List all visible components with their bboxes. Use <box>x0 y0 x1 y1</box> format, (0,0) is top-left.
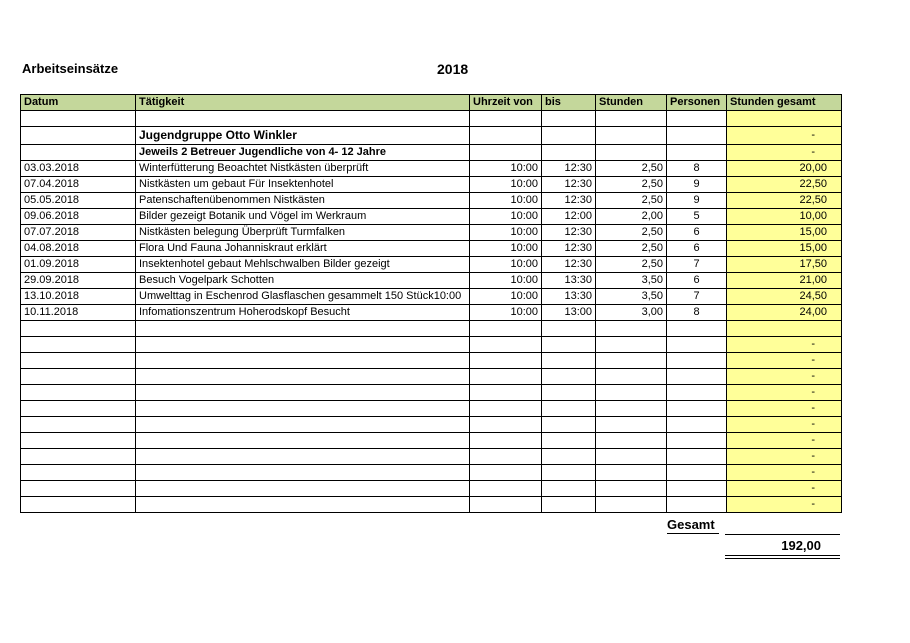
table-cell[interactable] <box>596 321 667 337</box>
cell-bis[interactable]: 12:30 <box>542 193 596 209</box>
cell-stunden-gesamt[interactable]: 24,50 <box>727 289 842 305</box>
cell-stunden-gesamt[interactable]: - <box>727 449 842 465</box>
empty-row <box>21 497 842 513</box>
cell-personen[interactable]: 8 <box>667 305 727 321</box>
table-cell[interactable] <box>136 481 470 497</box>
table-cell[interactable] <box>470 433 542 449</box>
table-cell[interactable] <box>470 369 542 385</box>
cell-stunden-gesamt[interactable]: 20,00 <box>727 161 842 177</box>
cell-taetigkeit[interactable]: Winterfütterung Beoachtet Nistkästen überprüft <box>136 161 470 177</box>
table-row <box>21 193 842 209</box>
table-row <box>21 161 842 177</box>
cell-stunden-gesamt[interactable]: 22,50 <box>727 177 842 193</box>
table-cell[interactable] <box>667 465 727 481</box>
table-cell[interactable] <box>596 449 667 465</box>
table-row <box>21 177 842 193</box>
cell-taetigkeit[interactable]: Patenschaftenübenommen Nistkästen <box>136 193 470 209</box>
cell-stunden-gesamt[interactable]: - <box>727 417 842 433</box>
table-cell[interactable] <box>470 127 542 145</box>
table-cell[interactable] <box>667 385 727 401</box>
summary-divider <box>725 534 840 535</box>
group-row <box>21 127 842 145</box>
cell-taetigkeit[interactable]: Flora Und Fauna Johanniskraut erklärt <box>136 241 470 257</box>
table-cell[interactable] <box>667 481 727 497</box>
cell-uhrzeit-von[interactable]: 10:00 <box>470 193 542 209</box>
table-cell[interactable] <box>596 401 667 417</box>
cell-datum[interactable]: 04.08.2018 <box>21 241 136 257</box>
table-cell[interactable] <box>470 497 542 513</box>
table-row <box>21 305 842 321</box>
cell-bis[interactable]: 13:30 <box>542 273 596 289</box>
table-cell[interactable] <box>136 111 470 127</box>
cell-personen[interactable]: 7 <box>667 289 727 305</box>
table-cell[interactable] <box>136 497 470 513</box>
table-cell[interactable] <box>21 417 136 433</box>
column-header-bis[interactable]: bis <box>542 95 596 111</box>
table-cell[interactable] <box>136 353 470 369</box>
cell-bis[interactable]: 12:30 <box>542 241 596 257</box>
column-header-uhrzeit-von[interactable]: Uhrzeit von <box>470 95 542 111</box>
table-cell[interactable] <box>667 401 727 417</box>
table-cell[interactable] <box>21 145 136 161</box>
table-cell[interactable] <box>21 127 136 145</box>
header-row <box>21 95 842 111</box>
cell-personen[interactable]: 5 <box>667 209 727 225</box>
summary-value: 192,00 <box>781 538 821 553</box>
table-cell[interactable] <box>596 417 667 433</box>
cell-datum[interactable]: 05.05.2018 <box>21 193 136 209</box>
cell-datum[interactable]: 09.06.2018 <box>21 209 136 225</box>
cell-personen[interactable]: 6 <box>667 273 727 289</box>
table-cell[interactable] <box>470 401 542 417</box>
column-header-stunden-gesamt[interactable]: Stunden gesamt <box>727 95 842 111</box>
table-cell[interactable] <box>542 145 596 161</box>
cell-stunden-gesamt[interactable] <box>727 321 842 337</box>
cell-stunden[interactable]: 3,50 <box>596 289 667 305</box>
table-cell[interactable] <box>470 385 542 401</box>
table-cell[interactable] <box>136 321 470 337</box>
subtitle-row <box>21 145 842 161</box>
table-cell[interactable] <box>470 353 542 369</box>
cell-stunden-gesamt[interactable]: 24,00 <box>727 305 842 321</box>
table-cell[interactable] <box>667 417 727 433</box>
table-cell[interactable] <box>542 353 596 369</box>
table-cell[interactable] <box>21 401 136 417</box>
cell-stunden-gesamt[interactable]: 15,00 <box>727 225 842 241</box>
cell-taetigkeit[interactable]: Insektenhotel gebaut Mehlschwalben Bilder gezeigt <box>136 257 470 273</box>
table-cell[interactable] <box>136 449 470 465</box>
document-year: 2018 <box>437 61 469 77</box>
cell-stunden-gesamt[interactable]: - <box>727 433 842 449</box>
empty-row <box>21 417 842 433</box>
table-cell[interactable] <box>21 433 136 449</box>
cell-stunden-gesamt[interactable]: - <box>727 481 842 497</box>
cell-stunden[interactable]: 3,00 <box>596 305 667 321</box>
cell-stunden[interactable]: 2,00 <box>596 209 667 225</box>
cell-personen[interactable]: 9 <box>667 177 727 193</box>
cell-stunden[interactable]: 2,50 <box>596 177 667 193</box>
group-subtitle[interactable]: Jeweils 2 Betreuer Jugendliche von 4- 12 Jahre <box>136 145 470 161</box>
table-cell[interactable] <box>136 417 470 433</box>
table-cell[interactable] <box>667 497 727 513</box>
cell-stunden-gesamt[interactable]: - <box>727 465 842 481</box>
table-cell[interactable] <box>542 465 596 481</box>
table-cell[interactable] <box>596 433 667 449</box>
table-cell[interactable] <box>542 369 596 385</box>
table-cell[interactable] <box>596 127 667 145</box>
cell-stunden-gesamt[interactable]: 17,50 <box>727 257 842 273</box>
cell-uhrzeit-von[interactable]: 10:00 <box>470 161 542 177</box>
cell-datum[interactable]: 07.07.2018 <box>21 225 136 241</box>
cell-uhrzeit-von[interactable]: 10:00 <box>470 241 542 257</box>
table-cell[interactable] <box>596 385 667 401</box>
table-cell[interactable] <box>596 481 667 497</box>
table-cell[interactable] <box>21 337 136 353</box>
cell-stunden[interactable]: 2,50 <box>596 161 667 177</box>
cell-datum[interactable]: 10.11.2018 <box>21 305 136 321</box>
empty-row <box>21 401 842 417</box>
cell-stunden-gesamt[interactable]: - <box>727 337 842 353</box>
table-cell[interactable] <box>667 337 727 353</box>
table-cell[interactable] <box>136 465 470 481</box>
cell-datum[interactable]: 29.09.2018 <box>21 273 136 289</box>
group-total[interactable]: - <box>727 127 842 145</box>
table-cell[interactable] <box>542 385 596 401</box>
empty-row <box>21 433 842 449</box>
table-row <box>21 273 842 289</box>
empty-row <box>21 321 842 337</box>
cell-stunden-gesamt[interactable]: - <box>727 401 842 417</box>
cell-taetigkeit[interactable]: Umwelttag in Eschenrod Glasflaschen gesammelt 150 Stück10:00 <box>136 289 470 305</box>
table-cell[interactable] <box>596 369 667 385</box>
document-title: Arbeitseinsätze <box>22 61 119 76</box>
cell-uhrzeit-von[interactable]: 10:00 <box>470 273 542 289</box>
table-cell[interactable] <box>667 321 727 337</box>
summary-label: Gesamt <box>667 517 719 534</box>
cell-stunden[interactable]: 3,50 <box>596 273 667 289</box>
table-cell[interactable] <box>21 321 136 337</box>
table-cell[interactable] <box>470 337 542 353</box>
empty-row <box>21 337 842 353</box>
table-cell[interactable] <box>596 353 667 369</box>
table-cell[interactable] <box>542 433 596 449</box>
table-cell[interactable] <box>667 353 727 369</box>
cell-stunden-gesamt[interactable]: - <box>727 369 842 385</box>
table-cell[interactable] <box>470 465 542 481</box>
cell-bis[interactable]: 12:00 <box>542 209 596 225</box>
table-cell[interactable] <box>470 111 542 127</box>
cell-taetigkeit[interactable]: Nistkästen belegung Überprüft Turmfalken <box>136 225 470 241</box>
cell-bis[interactable]: 12:30 <box>542 257 596 273</box>
cell-stunden[interactable]: 2,50 <box>596 257 667 273</box>
cell-bis[interactable]: 13:30 <box>542 289 596 305</box>
table-cell[interactable] <box>667 433 727 449</box>
table-cell[interactable] <box>470 449 542 465</box>
empty-row <box>21 353 842 369</box>
table-row <box>21 257 842 273</box>
table-cell[interactable] <box>470 145 542 161</box>
table-cell[interactable] <box>596 145 667 161</box>
table-cell[interactable] <box>21 385 136 401</box>
table-cell[interactable] <box>667 111 727 127</box>
cell-stunden-gesamt[interactable]: - <box>727 353 842 369</box>
table-cell[interactable] <box>21 497 136 513</box>
cell-stunden-gesamt[interactable]: 15,00 <box>727 241 842 257</box>
cell-uhrzeit-von[interactable]: 10:00 <box>470 209 542 225</box>
table-cell[interactable] <box>596 337 667 353</box>
subtitle-total[interactable]: - <box>727 145 842 161</box>
table-cell[interactable] <box>542 111 596 127</box>
empty-row <box>21 481 842 497</box>
column-header-taetigkeit[interactable]: Tätigkeit <box>136 95 470 111</box>
column-header-stunden[interactable]: Stunden <box>596 95 667 111</box>
table-cell[interactable] <box>21 481 136 497</box>
cell-bis[interactable]: 12:30 <box>542 161 596 177</box>
group-name[interactable]: Jugendgruppe Otto Winkler <box>136 127 470 145</box>
cell-stunden[interactable]: 2,50 <box>596 225 667 241</box>
cell-stunden-gesamt[interactable]: 22,50 <box>727 193 842 209</box>
cell-uhrzeit-von[interactable]: 10:00 <box>470 289 542 305</box>
table-cell[interactable] <box>136 433 470 449</box>
empty-row <box>21 385 842 401</box>
column-header-personen[interactable]: Personen <box>667 95 727 111</box>
cell-personen[interactable]: 9 <box>667 193 727 209</box>
table-cell[interactable] <box>21 465 136 481</box>
table-cell[interactable] <box>542 401 596 417</box>
table-cell[interactable] <box>21 449 136 465</box>
cell-bis[interactable]: 13:00 <box>542 305 596 321</box>
cell-personen[interactable]: 6 <box>667 225 727 241</box>
table-cell[interactable] <box>542 449 596 465</box>
table-cell[interactable] <box>470 417 542 433</box>
cell-taetigkeit[interactable]: Infomationszentrum Hoherodskopf Besucht <box>136 305 470 321</box>
table-row <box>21 209 842 225</box>
table-cell[interactable] <box>542 481 596 497</box>
cell-stunden-gesamt[interactable]: 21,00 <box>727 273 842 289</box>
column-header-datum[interactable]: Datum <box>21 95 136 111</box>
table-cell[interactable] <box>596 111 667 127</box>
cell-personen[interactable]: 6 <box>667 241 727 257</box>
cell-bis[interactable]: 12:30 <box>542 225 596 241</box>
cell-datum[interactable]: 03.03.2018 <box>21 161 136 177</box>
table-cell[interactable] <box>136 401 470 417</box>
table-cell[interactable] <box>470 481 542 497</box>
cell-uhrzeit-von[interactable]: 10:00 <box>470 257 542 273</box>
cell-stunden-gesamt[interactable]: - <box>727 497 842 513</box>
table-cell[interactable] <box>136 385 470 401</box>
cell-personen[interactable]: 7 <box>667 257 727 273</box>
cell-personen[interactable]: 8 <box>667 161 727 177</box>
table-cell[interactable] <box>470 321 542 337</box>
table-row <box>21 289 842 305</box>
cell-uhrzeit-von[interactable]: 10:00 <box>470 225 542 241</box>
table-cell[interactable] <box>542 321 596 337</box>
cell-uhrzeit-von[interactable]: 10:00 <box>470 305 542 321</box>
cell-stunden-gesamt[interactable]: 10,00 <box>727 209 842 225</box>
table-cell[interactable] <box>21 353 136 369</box>
table-cell[interactable] <box>667 145 727 161</box>
cell-bis[interactable]: 12:30 <box>542 177 596 193</box>
table-cell[interactable] <box>136 337 470 353</box>
table-cell[interactable] <box>667 449 727 465</box>
table-cell[interactable] <box>542 127 596 145</box>
cell-stunden[interactable]: 2,50 <box>596 241 667 257</box>
work-table <box>20 94 842 513</box>
table-cell[interactable] <box>542 417 596 433</box>
table-cell[interactable] <box>596 497 667 513</box>
table-cell[interactable] <box>596 465 667 481</box>
table-cell[interactable] <box>542 337 596 353</box>
empty-row <box>21 449 842 465</box>
table-row <box>21 241 842 257</box>
summary-double-underline <box>725 555 840 559</box>
table-row <box>21 225 842 241</box>
cell-stunden[interactable]: 2,50 <box>596 193 667 209</box>
table-cell[interactable] <box>667 369 727 385</box>
table-cell[interactable] <box>727 111 842 127</box>
cell-taetigkeit[interactable]: Besuch Vogelpark Schotten <box>136 273 470 289</box>
table-cell[interactable] <box>21 111 136 127</box>
table-cell[interactable] <box>667 127 727 145</box>
empty-row <box>21 465 842 481</box>
cell-datum[interactable]: 01.09.2018 <box>21 257 136 273</box>
table-row <box>21 111 842 127</box>
table-cell[interactable] <box>542 497 596 513</box>
empty-row <box>21 369 842 385</box>
cell-uhrzeit-von[interactable]: 10:00 <box>470 177 542 193</box>
cell-taetigkeit[interactable]: Nistkästen um gebaut Für Insektenhotel <box>136 177 470 193</box>
cell-datum[interactable]: 07.04.2018 <box>21 177 136 193</box>
cell-datum[interactable]: 13.10.2018 <box>21 289 136 305</box>
table-cell[interactable] <box>136 369 470 385</box>
table-cell[interactable] <box>21 369 136 385</box>
cell-taetigkeit[interactable]: Bilder gezeigt Botanik und Vögel im Werkraum <box>136 209 470 225</box>
cell-stunden-gesamt[interactable]: - <box>727 385 842 401</box>
